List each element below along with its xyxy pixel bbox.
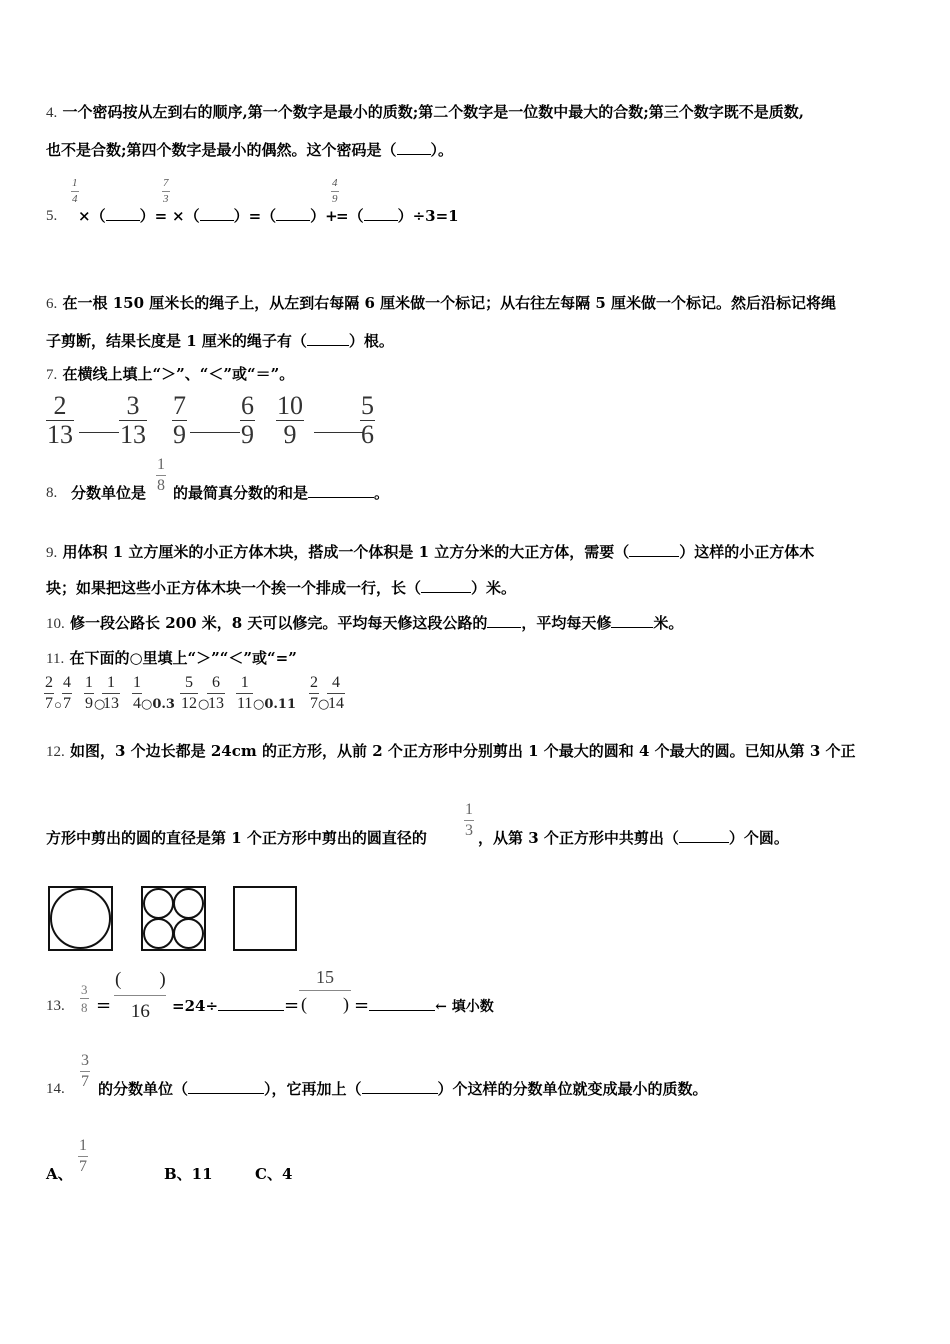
- question-text: 米。: [653, 614, 684, 632]
- question-text: =24÷ =: [172, 995, 300, 1016]
- fraction-right: 3 13: [120, 391, 146, 449]
- fraction: 1 4: [133, 674, 141, 712]
- question-number: 6.: [46, 296, 58, 312]
- question-text: 子剪断，结果长度是 1 厘米的绳子有（: [46, 332, 307, 350]
- fraction-7-3: 7 3: [163, 177, 169, 205]
- question-text: ×（ ）=（ ）+: [172, 207, 338, 225]
- fraction-left: 10 9: [277, 391, 303, 449]
- question-text: 用体积 1 立方厘米的小正方体木块，搭成一个体积是 1 立方分米的大正方体，需要（: [62, 543, 630, 561]
- fraction-right: 5 6: [361, 391, 374, 449]
- question-text: 方形中剪出的圆的直径是第 1 个正方形中剪出的圆直径的: [46, 829, 427, 847]
- compare-circle[interactable]: ○: [198, 697, 210, 712]
- squares-figure: [48, 886, 298, 952]
- question-number: 12.: [46, 744, 65, 760]
- compare-item: ○0.3: [141, 697, 175, 712]
- answer-blank[interactable]: [397, 140, 431, 155]
- fraction-1-8: 1 8: [157, 456, 165, 494]
- option-c[interactable]: C、4: [255, 1165, 293, 1183]
- question-text: ×（ ）=: [78, 207, 168, 225]
- question-number: 13.: [46, 998, 65, 1014]
- question-11: [46, 648, 297, 669]
- answer-blank[interactable]: [487, 613, 521, 628]
- answer-blank[interactable]: [106, 206, 140, 221]
- answer-blank[interactable]: [629, 542, 679, 557]
- question-7: [46, 364, 294, 385]
- square-2: [141, 886, 206, 951]
- question-number: 11.: [46, 651, 65, 667]
- fraction: 2 7: [45, 674, 53, 712]
- answer-blank[interactable]: [679, 828, 729, 843]
- question-text: 在一根 150 厘米长的绳子上，从左到右每隔 6 厘米做一个标记；从右往左每隔 5 厘米做一个标记。然后沿标记将绳: [62, 294, 837, 312]
- question-text: 在下面的○里填上“＞”“＜”或“=”: [69, 649, 297, 667]
- fraction: 1 9: [85, 674, 93, 712]
- option-a[interactable]: A、: [46, 1165, 73, 1183]
- question-number: 14.: [46, 1081, 65, 1097]
- question-text: ）这样的小正方体木: [679, 543, 815, 561]
- compare-circle[interactable]: ○: [253, 697, 265, 712]
- answer-blank[interactable]: [421, 578, 471, 593]
- answer-blank[interactable]: [188, 1079, 264, 1094]
- fraction: 5 12: [181, 674, 197, 712]
- compare-circle[interactable]: ○: [141, 697, 153, 712]
- question-4-line1: [46, 102, 804, 123]
- question-number: 5.: [46, 208, 58, 224]
- answer-blank[interactable]: [276, 206, 310, 221]
- question-text: 的分数单位（ ），它再加上（ ）个这样的分数单位就变成最小的质数。: [98, 1080, 708, 1098]
- compare-circle[interactable]: ○: [54, 697, 62, 712]
- question-text: ）根。: [348, 332, 394, 350]
- question-13: [46, 968, 516, 1023]
- option-a-fraction: 1 7: [79, 1137, 87, 1175]
- question-9-line2: [46, 578, 516, 598]
- compare-item: ○0.11: [253, 697, 297, 712]
- question-text: 分数单位是: [71, 484, 147, 502]
- answer-blank[interactable]: [308, 483, 374, 498]
- compare-circle[interactable]: ○: [94, 697, 106, 712]
- fraction-1-3: 1 3: [465, 801, 473, 839]
- question-text: 一个密码按从左到右的顺序,第一个数字是最小的质数;第二个数字是一位数中最大的合数;第三个数字既不是质数,: [62, 103, 805, 121]
- fraction-blank-16: ( ) 16: [115, 969, 166, 1022]
- question-number: 9.: [46, 545, 58, 561]
- question-11-comparisons: [44, 675, 364, 717]
- question-12-line2: [46, 800, 906, 850]
- question-14: [46, 1053, 826, 1103]
- question-text: ）米。: [471, 579, 517, 597]
- question-9-line1: [46, 542, 814, 563]
- question-8: [46, 457, 446, 502]
- question-text: =（ ）÷3=1: [336, 207, 459, 225]
- fraction-left: 2 13: [47, 391, 73, 449]
- fraction-1-4: 1 4: [72, 177, 78, 205]
- answer-blank[interactable]: [200, 206, 234, 221]
- square-3: [233, 886, 297, 951]
- fraction: 4 14: [328, 674, 344, 712]
- answer-line[interactable]: [314, 432, 364, 433]
- question-text: ）。: [430, 141, 454, 159]
- fraction-3-7: 3 7: [81, 1052, 89, 1090]
- answer-blank[interactable]: [369, 996, 435, 1011]
- equals: =: [96, 995, 112, 1016]
- answer-options: [46, 1138, 346, 1188]
- question-text: 在横线上填上“＞”、“＜”或“＝”。: [62, 365, 295, 383]
- question-10: [46, 613, 683, 634]
- answer-blank[interactable]: [364, 206, 398, 221]
- fraction-15-blank: 15 ( ): [301, 967, 349, 1014]
- fraction-left: 7 9: [173, 391, 186, 449]
- fraction: 1 13: [103, 674, 119, 712]
- question-7-comparisons: [46, 391, 386, 449]
- answer-blank[interactable]: [307, 331, 349, 346]
- fraction: 2 7: [310, 674, 318, 712]
- question-number: 4.: [46, 105, 58, 121]
- question-text: ，平均每天修: [521, 614, 612, 632]
- option-b[interactable]: B、11: [164, 1165, 213, 1183]
- answer-blank[interactable]: [611, 613, 653, 628]
- fraction: 6 13: [208, 674, 224, 712]
- answer-blank[interactable]: [362, 1079, 438, 1094]
- fraction-right: 6 9: [241, 391, 254, 449]
- answer-blank[interactable]: [218, 996, 284, 1011]
- circle-large: [50, 888, 111, 949]
- answer-line[interactable]: [190, 432, 240, 433]
- circle-small: [143, 918, 174, 949]
- answer-line[interactable]: [79, 432, 119, 433]
- question-6-line1: [46, 293, 836, 314]
- question-text: 也不是合数;第四个数字是最小的偶然。这个密码是（: [46, 141, 397, 159]
- question-number: 8.: [46, 485, 58, 501]
- circle-small: [173, 888, 204, 919]
- question-6-line2: [46, 331, 394, 351]
- compare-circle[interactable]: ○: [318, 697, 330, 712]
- fraction-4-9: 4 9: [332, 177, 338, 205]
- question-text: 块；如果把这些小正方体木块一个挨一个排成一行，长（: [46, 579, 422, 597]
- question-number: 7.: [46, 367, 58, 383]
- question-4-line2: [46, 140, 453, 160]
- question-text: 修一段公路长 200 米，8 天可以修完。平均每天修这段公路的: [69, 614, 488, 632]
- fraction-3-8: 3 8: [81, 982, 88, 1015]
- square-1: [48, 886, 113, 951]
- question-text: = ← 填小数: [354, 995, 494, 1016]
- question-12-line1: [46, 741, 856, 762]
- question-text: 如图，3 个边长都是 24cm 的正方形，从前 2 个正方形中分别剪出 1 个最大的圆和 4 个最大的圆。已知从第 3 个正: [69, 742, 856, 760]
- question-number: 10.: [46, 616, 65, 632]
- fraction: 1 11: [237, 674, 253, 712]
- question-text: 的最简真分数的和是 。: [173, 484, 390, 502]
- circle-small: [173, 918, 204, 949]
- circle-small: [143, 888, 174, 919]
- fraction: 4 7: [63, 674, 71, 712]
- question-text: ，从第 3 个正方形中共剪出（ ）个圆。: [478, 829, 789, 847]
